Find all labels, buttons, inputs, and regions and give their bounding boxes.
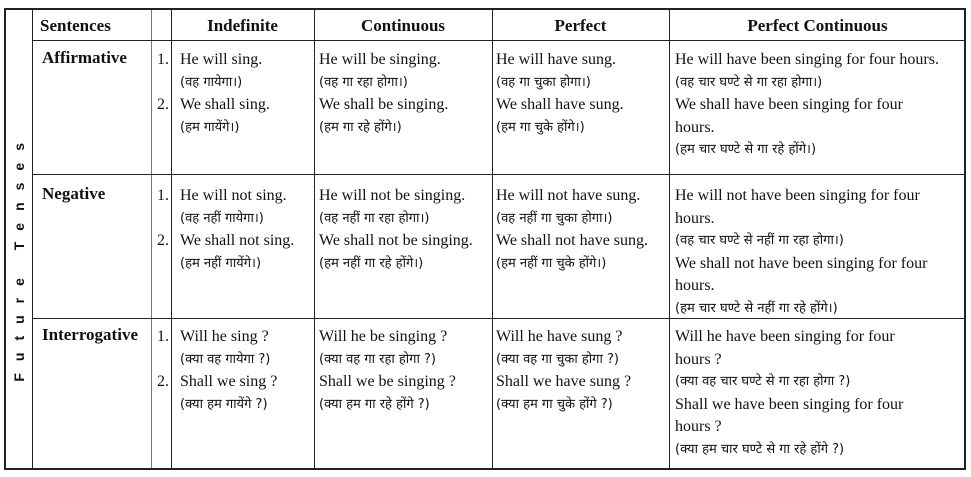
cell-negative-perfect xyxy=(496,185,648,275)
sentence-text: hours. xyxy=(675,277,715,294)
row-number: 2. xyxy=(157,232,169,249)
sentence-translation: (वह नहीं गायेगा।) xyxy=(180,210,264,226)
header-continuous: Continuous xyxy=(360,16,446,35)
sentence-text: We shall sing. xyxy=(180,96,270,113)
cell-affirmative-continuous xyxy=(319,49,448,139)
sentence-translation: (क्या हम गायेंगे ?) xyxy=(180,396,268,412)
sentence-translation: (क्या हम गा चुके होंगे ?) xyxy=(496,396,613,412)
header-perfect-continuous: Perfect Continuous xyxy=(747,16,888,35)
row-label-affirmative: Affirmative xyxy=(42,48,127,67)
sentence-text: We shall have been singing for four xyxy=(675,96,903,113)
cell-affirmative-perfect xyxy=(496,49,624,139)
sentence-translation: (वह चार घण्टे से नहीं गा रहा होगा।) xyxy=(675,233,844,248)
row-label-negative: Negative xyxy=(42,184,106,203)
sentence-translation: (वह गा चुका होगा।) xyxy=(496,74,591,90)
sentence-text: He will have sung. xyxy=(496,51,616,68)
sentence-text: Will he have been singing for four xyxy=(675,328,895,345)
column-divider xyxy=(171,10,172,468)
cell-interrogative-perfect-continuous xyxy=(675,326,903,461)
sentence-translation: (हम चार घण्टे से गा रहे होंगे।) xyxy=(675,142,817,157)
sentence-translation: (वह नहीं गा चुका होगा।) xyxy=(496,210,613,226)
sentence-text: Will he have sung ? xyxy=(496,328,623,345)
sentence-translation: (क्या हम चार घण्टे से गा रहे होंगे ?) xyxy=(675,441,845,457)
cell-affirmative-indefinite xyxy=(180,49,270,139)
sentence-translation: (हम नहीं गा चुके होंगे।) xyxy=(496,255,607,271)
column-divider xyxy=(669,10,670,468)
sentence-text: We shall be singing. xyxy=(319,96,449,113)
column-divider xyxy=(151,10,152,468)
cell-negative-indefinite xyxy=(180,185,294,275)
sentence-text: He will not have been singing for four xyxy=(675,187,920,204)
sentence-text: Shall we be singing ? xyxy=(319,373,456,390)
cell-interrogative-continuous xyxy=(319,326,456,416)
sentence-translation: (वह गा रहा होगा।) xyxy=(319,74,408,90)
sentence-translation: (हम नहीं गायेंगे।) xyxy=(180,255,262,271)
future-tenses-table xyxy=(4,8,966,470)
cell-affirmative-perfect-continuous xyxy=(675,49,939,162)
header-perfect: Perfect xyxy=(554,16,607,35)
cell-negative-continuous xyxy=(319,185,473,275)
row-number: 1. xyxy=(157,328,169,345)
sentence-text: hours ? xyxy=(675,350,722,368)
cell-interrogative-indefinite xyxy=(180,326,277,416)
row-divider xyxy=(32,174,964,175)
sentence-translation: (क्या वह चार घण्टे से गा रहा होगा ?) xyxy=(675,374,851,389)
cell-interrogative-perfect xyxy=(496,326,631,416)
sentence-text: hours. xyxy=(675,209,715,227)
row-label-interrogative: Interrogative xyxy=(42,325,138,344)
column-divider xyxy=(492,10,493,468)
sentence-translation: (क्या वह गायेगा ?) xyxy=(180,351,271,367)
column-divider xyxy=(32,10,33,468)
sentence-translation: (क्या वह गा चुका होगा ?) xyxy=(496,351,619,367)
sentence-text: Shall we have sung ? xyxy=(496,373,632,390)
sentence-text: We shall not be singing. xyxy=(319,232,473,249)
side-label xyxy=(6,42,32,470)
header-sentences: Sentences xyxy=(40,16,111,35)
sentence-text: We shall not have been singing for four xyxy=(675,254,928,272)
sentence-text: He will not be singing. xyxy=(319,187,466,204)
row-number: 2. xyxy=(157,373,169,390)
sentence-text: Shall we have been singing for four xyxy=(675,395,904,413)
sentence-translation: (हम गा रहे होंगे।) xyxy=(319,119,402,135)
side-label-text: Future Tenses xyxy=(11,130,27,382)
sentence-text: He will not have sung. xyxy=(496,187,641,204)
row-number: 1. xyxy=(157,187,169,204)
sentence-text: hours ? xyxy=(675,418,722,435)
sentence-text: He will have been singing for four hours. xyxy=(675,51,939,68)
sentence-translation: (हम नहीं गा रहे होंगे।) xyxy=(319,255,424,271)
row-number: 2. xyxy=(157,96,169,113)
sentence-translation: (हम चार घण्टे से नहीं गा रहे होंगे।) xyxy=(675,300,838,316)
sentence-text: hours. xyxy=(675,118,715,136)
header-indefinite: Indefinite xyxy=(207,16,278,35)
sentence-text: He will sing. xyxy=(180,51,263,68)
column-divider xyxy=(314,10,315,468)
sentence-translation: (हम गा चुके होंगे।) xyxy=(496,119,585,135)
sentence-translation: (वह चार घण्टे से गा रहा होगा।) xyxy=(675,74,823,90)
sentence-text: We shall not sing. xyxy=(180,232,295,249)
sentence-translation: (वह नहीं गा रहा होगा।) xyxy=(319,210,430,226)
sentence-text: Will he sing ? xyxy=(180,328,269,345)
sentence-translation: (हम गायेंगे।) xyxy=(180,119,240,135)
row-number: 1. xyxy=(157,51,169,68)
sentence-translation: (क्या हम गा रहे होंगे ?) xyxy=(319,396,430,412)
sentence-text: He will be singing. xyxy=(319,51,441,68)
sentence-translation: (क्या वह गा रहा होगा ?) xyxy=(319,351,436,367)
sentence-translation: (वह गायेगा।) xyxy=(180,74,243,90)
sentence-text: We shall not have sung. xyxy=(496,232,649,249)
sentence-text: Will he be singing ? xyxy=(319,328,448,345)
sentence-text: Shall we sing ? xyxy=(180,373,278,390)
cell-negative-perfect-continuous xyxy=(675,185,927,320)
sentence-text: He will not sing. xyxy=(180,187,287,204)
sentence-text: We shall have sung. xyxy=(496,96,624,113)
